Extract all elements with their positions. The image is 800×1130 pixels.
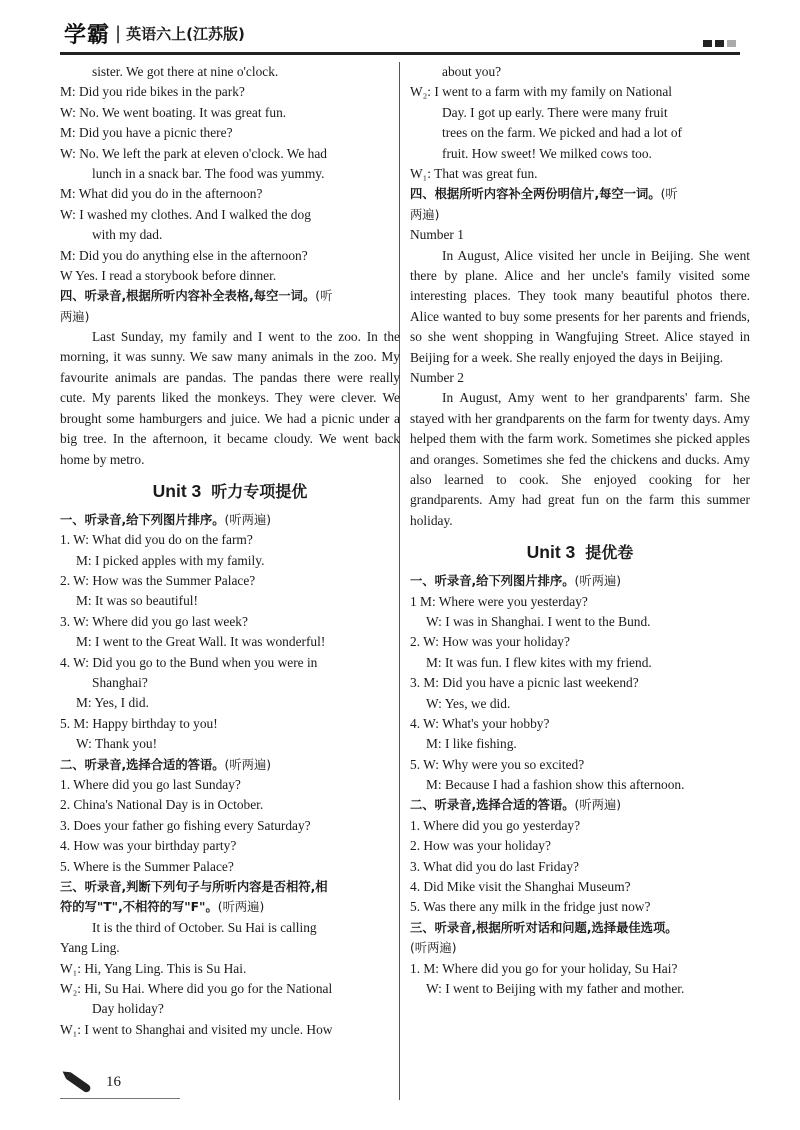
question-line: 3. Does your father go fishing every Saturday? <box>60 817 311 833</box>
transcript-line: M: It was fun. I flew kites with my friend. <box>426 654 652 670</box>
section-title-text: 四、听录音,根据所听内容补全表格,每空一词。 <box>60 289 316 304</box>
transcript-line: W: No. We went boating. It was great fun. <box>60 104 287 120</box>
section-title: 三、听录音,根据所听对话和问题,选择最佳选项。 <box>410 920 678 935</box>
transcript-line: W: Yes, we did. <box>426 695 511 711</box>
question-line: 2. How was your holiday? <box>410 838 551 854</box>
transcript-line: M: What did you do in the afternoon? <box>60 186 263 202</box>
left-column <box>60 62 400 1040</box>
postcard-paragraph-2: In August, Amy went to her grandparents' farm. She stayed with her grandparents on the farm for twenty days. Amy helped them with the farm work. Sometimes she picked apples and oranges. Sometimes she fed the chickens and ducks. Amy also learned to cook. She enjoyed cooking for her grandparents. Amy had great fun on the farm this summer holiday. <box>410 390 750 528</box>
question-line: 1. Where did you go yesterday? <box>410 817 581 833</box>
page-footer <box>66 1074 121 1091</box>
header-separator: | <box>115 23 122 44</box>
transcript-line: W: I went to Beijing with my father and mother. <box>426 981 685 996</box>
section-title-text: 符的写"T",不相符的写"F"。 <box>60 900 218 915</box>
section-title-text: 一、听录音,给下列图片排序。 <box>60 512 225 527</box>
section-hint: (听 <box>315 289 333 304</box>
transcript-line: W: No. We left the park at eleven o'clock. We had <box>60 145 327 161</box>
transcript-line: sister. We got there at nine o'clock. <box>92 64 279 79</box>
transcript-line: W₂: I went to a farm with my family on National <box>410 84 673 100</box>
transcript-line: W: I was in Shanghai. I went to the Bund. <box>426 613 651 629</box>
section-hint: (听两遍) <box>410 941 457 956</box>
transcript-line: 1. W: What did you do on the farm? <box>60 532 253 548</box>
transcript-line: M: I picked apples with my family. <box>76 552 265 568</box>
unit-heading-en: Unit 3 <box>152 480 202 501</box>
book-title: 英语六上(江苏版) <box>126 25 245 43</box>
transcript-line: M: It was so beautiful! <box>76 593 198 609</box>
transcript-line: fruit. How sweet! We milked cows too. <box>442 145 652 161</box>
page-number: 16 <box>106 1074 121 1090</box>
section-title <box>60 286 400 306</box>
question-line: 4. Did Mike visit the Shanghai Museum? <box>410 879 631 895</box>
section-hint-line <box>410 938 750 958</box>
header-decoration-squares <box>703 40 736 47</box>
transcript-line: 2. W: How was the Summer Palace? <box>60 573 256 589</box>
section-hint-line <box>60 307 400 327</box>
section-hint: (听 <box>660 187 678 202</box>
section-title-text: 二、听录音,选择合适的答语。 <box>410 798 575 813</box>
intro-line: Yang Ling. <box>60 940 120 956</box>
transcript-line: trees on the farm. We picked and had a lot of <box>442 125 682 141</box>
brand <box>64 18 245 49</box>
header-rule <box>60 52 740 55</box>
section-hint: (听两遍) <box>217 900 265 915</box>
transcript-line: M: I like fishing. <box>426 736 517 752</box>
transcript-line: M: Did you have a picnic there? <box>60 125 233 141</box>
transcript-line: W: Thank you! <box>76 736 158 752</box>
question-line: 3. What did you do last Friday? <box>410 858 579 874</box>
question-line: 5. Was there any milk in the fridge just now? <box>410 899 651 915</box>
transcript-line: about you? <box>442 64 502 79</box>
transcript-line: 5. W: Why were you so excited? <box>410 756 585 772</box>
transcript-line: 3. M: Did you have a picnic last weekend? <box>410 675 639 691</box>
section-title <box>410 571 750 591</box>
transcript-line: W Yes. I read a storybook before dinner. <box>60 267 277 283</box>
section-hint-line <box>410 205 750 225</box>
unit-heading-zh: 提优卷 <box>585 543 634 563</box>
section-hint: (听两遍) <box>224 512 272 527</box>
transcript-line: Day. I got up early. There were many fruit <box>442 104 668 120</box>
transcript-line: with my dad. <box>92 227 163 243</box>
unit-heading-zh: 听力专项提优 <box>211 481 308 501</box>
transcript-line: M: Did you do anything else in the afternoon? <box>60 247 308 263</box>
transcript-line: W₂: Hi, Su Hai. Where did you go for the National <box>60 980 333 996</box>
transcript-line: 2. W: How was your holiday? <box>410 634 570 650</box>
section-title-text: 一、听录音,给下列图片排序。 <box>410 574 575 589</box>
section-hint: (听两遍) <box>224 757 272 772</box>
zoo-paragraph: Last Sunday, my family and I went to the zoo. In the morning, it was sunny. We saw many animals in the zoo. My favourite animals are pandas. The pandas there were really cute. My parents liked the monkeys. They were clever. We brought some hamburgers and juice. We had a picnic under a big tree. In the afternoon, it became cloudy. We went back home by metro. <box>60 329 400 467</box>
transcript-line: 1 M: Where were you yesterday? <box>410 593 588 609</box>
transcript-line: M: I went to the Great Wall. It was wonderful! <box>76 634 326 650</box>
transcript-line: lunch in a snack bar. The food was yummy. <box>92 165 325 181</box>
right-column <box>410 62 750 999</box>
transcript-line: 4. W: What's your hobby? <box>410 715 550 731</box>
section-hint: 两遍) <box>60 309 90 324</box>
question-line: 2. China's National Day is in October. <box>60 797 264 813</box>
section-title <box>60 510 400 530</box>
number-label: Number 2 <box>410 369 464 385</box>
transcript-line: M: Because I had a fashion show this afternoon. <box>426 777 685 793</box>
section-title <box>410 795 750 815</box>
transcript-line: 4. W: Did you go to the Bund when you were in <box>60 654 318 670</box>
transcript-line: M: Did you ride bikes in the park? <box>60 84 245 100</box>
unit-heading <box>410 535 750 569</box>
postcard-paragraph-1: In August, Alice visited her uncle in Beijing. She went there by plane. Alice and her uncle's family visited some interesting places. They took many beautiful photos there. Alice wanted to buy some presents for her parents and friends, so she went shopping in Wangfujing Street. Alice stayed in Beijing for a week. She really enjoyed the days in Beijing. <box>410 247 750 365</box>
transcript-line: W₁: I went to Shanghai and visited my uncle. How <box>60 1021 333 1037</box>
section-title-text: 四、根据所听内容补全两份明信片,每空一词。 <box>410 187 661 202</box>
brand-logo: 学霸 <box>64 23 111 48</box>
transcript-line: Day holiday? <box>92 1001 164 1017</box>
question-line: 1. Where did you go last Sunday? <box>60 777 241 792</box>
intro-line: It is the third of October. Su Hai is calling <box>92 919 317 935</box>
footer-rule <box>60 1098 180 1099</box>
section-title: 三、听录音,判断下列句子与所听内容是否相符,相 <box>60 879 328 894</box>
question-line: 5. Where is the Summer Palace? <box>60 858 234 874</box>
section-title-text: 二、听录音,选择合适的答语。 <box>60 757 225 772</box>
transcript-line: W₁: That was great fun. <box>410 165 538 181</box>
pencil-icon <box>66 1072 92 1093</box>
unit-heading <box>60 474 400 508</box>
section-hint: (听两遍) <box>574 574 622 589</box>
section-hint: 两遍) <box>410 207 440 222</box>
question-line: 4. How was your birthday party? <box>60 838 237 854</box>
number-label: Number 1 <box>410 227 464 243</box>
unit-heading-en: Unit 3 <box>526 542 576 563</box>
transcript-line: M: Yes, I did. <box>76 695 149 711</box>
transcript-line: 1. M: Where did you go for your holiday, Su Hai? <box>410 960 678 976</box>
transcript-line: Shanghai? <box>92 675 148 691</box>
transcript-line: 3. W: Where did you go last week? <box>60 613 248 629</box>
page-header <box>60 12 740 56</box>
section-title <box>60 897 400 917</box>
section-hint: (听两遍) <box>574 798 622 813</box>
transcript-line: 5. M: Happy birthday to you! <box>60 715 218 731</box>
section-title <box>60 755 400 775</box>
section-title <box>410 184 750 204</box>
transcript-line: W: I washed my clothes. And I walked the dog <box>60 206 311 222</box>
transcript-line: W₁: Hi, Yang Ling. This is Su Hai. <box>60 960 247 976</box>
